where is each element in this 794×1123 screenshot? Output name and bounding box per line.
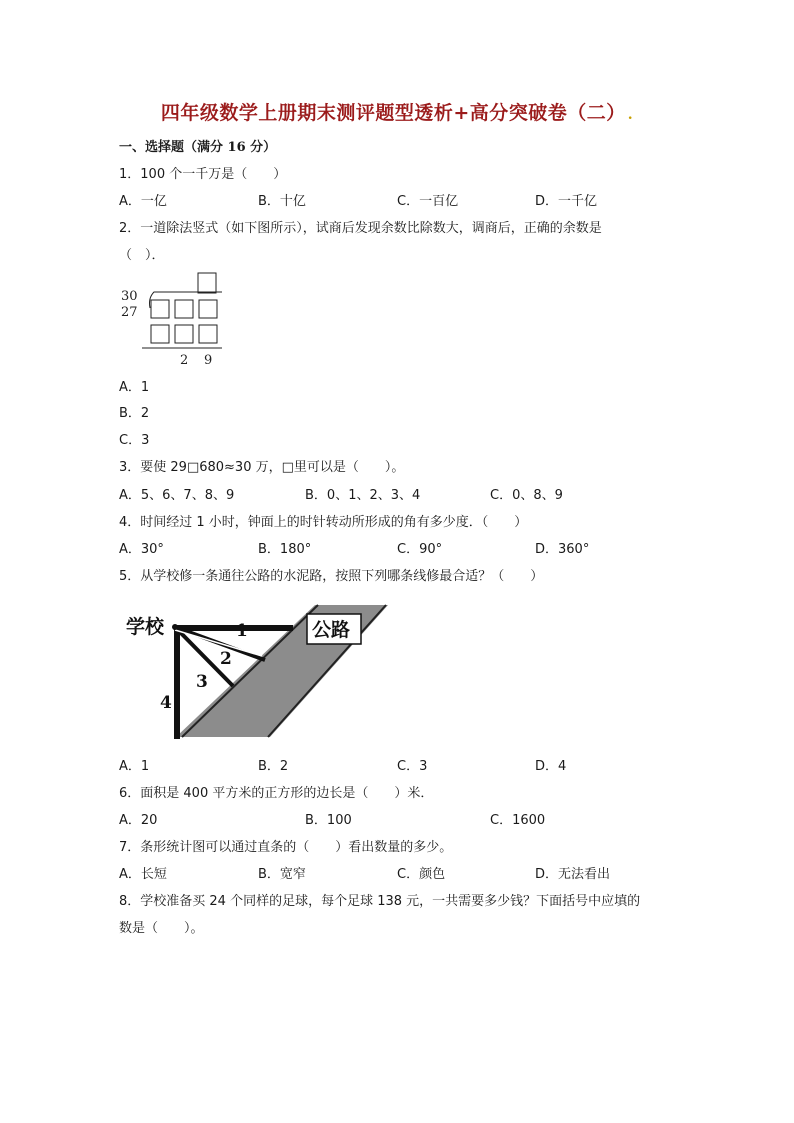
question-2-cont: （ ）． (119, 248, 165, 263)
q7-option-d: D．无法看出 (535, 867, 611, 882)
q2-option-b: B．2 (119, 406, 150, 421)
question-3: 3．要使 29□680≈30 万，□里可以是（ ）。 (119, 460, 405, 475)
q4-option-b: B．180° (258, 542, 312, 557)
q6-option-c: C．1600 (490, 813, 546, 828)
q5-option-b: B．2 (258, 759, 289, 774)
question-1: 1．100 个一千万是（ ） (119, 167, 287, 182)
q3-option-c: C．0、8、9 (490, 488, 563, 503)
page-title: 四年级数学上册期末测评题型透析+高分突破卷（二） . (160, 102, 634, 124)
question-5: 5．从学校修一条通往公路的水泥路，按照下列哪条线修最合适？（ ） (119, 569, 544, 584)
line-1-label: 1 (236, 621, 248, 641)
question-4: 4．时间经过 1 小时，钟面上的时针转动所形成的角有多少度．（ ） (119, 515, 528, 530)
q5-option-d: D．4 (535, 759, 567, 774)
q2-option-a: A．1 (119, 380, 150, 395)
q3-option-a: A．5、6、7、8、9 (119, 488, 235, 503)
q7-option-a: A．长短 (119, 867, 167, 882)
q5-option-a: A．1 (119, 759, 150, 774)
road-label: 公路 (312, 619, 351, 641)
quotient-box (198, 273, 216, 293)
q7-option-c: C．颜色 (397, 867, 446, 882)
dividend-box-2 (175, 300, 193, 318)
line-3-label: 3 (196, 672, 208, 692)
question-2: 2．一道除法竖式（如下图所示），试商后发现余数比除数大，调商后，正确的余数是 (119, 221, 602, 236)
q2-option-c: C．3 (119, 433, 150, 448)
dividend-box-3 (199, 300, 217, 318)
q4-option-c: C．90° (397, 542, 443, 557)
product-box-1 (151, 325, 169, 343)
q6-option-b: B．100 (305, 813, 352, 828)
q1-option-a: A．一亿 (119, 194, 167, 209)
q1-option-b: B．十亿 (258, 194, 306, 209)
long-division-figure (118, 270, 228, 370)
question-8-cont: 数是（ ）。 (119, 921, 204, 936)
product-box-3 (199, 325, 217, 343)
product-box-2 (175, 325, 193, 343)
dividend-part-label: 27 (121, 305, 138, 320)
q4-option-a: A．30° (119, 542, 164, 557)
remainder-digit-2: 2 (180, 353, 189, 368)
line-2-label: 2 (220, 649, 232, 669)
q7-option-b: B．宽窄 (258, 867, 306, 882)
question-7: 7．条形统计图可以通过直条的（ ）看出数量的多少。 (119, 840, 453, 855)
q1-option-c: C．一百亿 (397, 194, 459, 209)
q1-option-d: D．一千亿 (535, 194, 598, 209)
q3-option-b: B．0、1、2、3、4 (305, 488, 421, 503)
question-8: 8．学校准备买 24 个同样的足球，每个足球 138 元，一共需要多少钱？下面括号中应填的 (119, 894, 641, 909)
dividend-box-1 (151, 300, 169, 318)
road-figure (120, 600, 395, 742)
section-heading: 一、选择题（满分 16 分） (119, 140, 277, 155)
divisor-label: 30 (121, 289, 138, 304)
line-4-label: 4 (160, 693, 172, 713)
remainder-digit-9: 9 (204, 353, 213, 368)
q4-option-d: D．360° (535, 542, 590, 557)
q5-option-c: C．3 (397, 759, 428, 774)
q6-option-a: A．20 (119, 813, 158, 828)
school-label: 学校 (126, 616, 165, 638)
question-6: 6．面积是 400 平方米的正方形的边长是（ ）米． (119, 786, 434, 801)
